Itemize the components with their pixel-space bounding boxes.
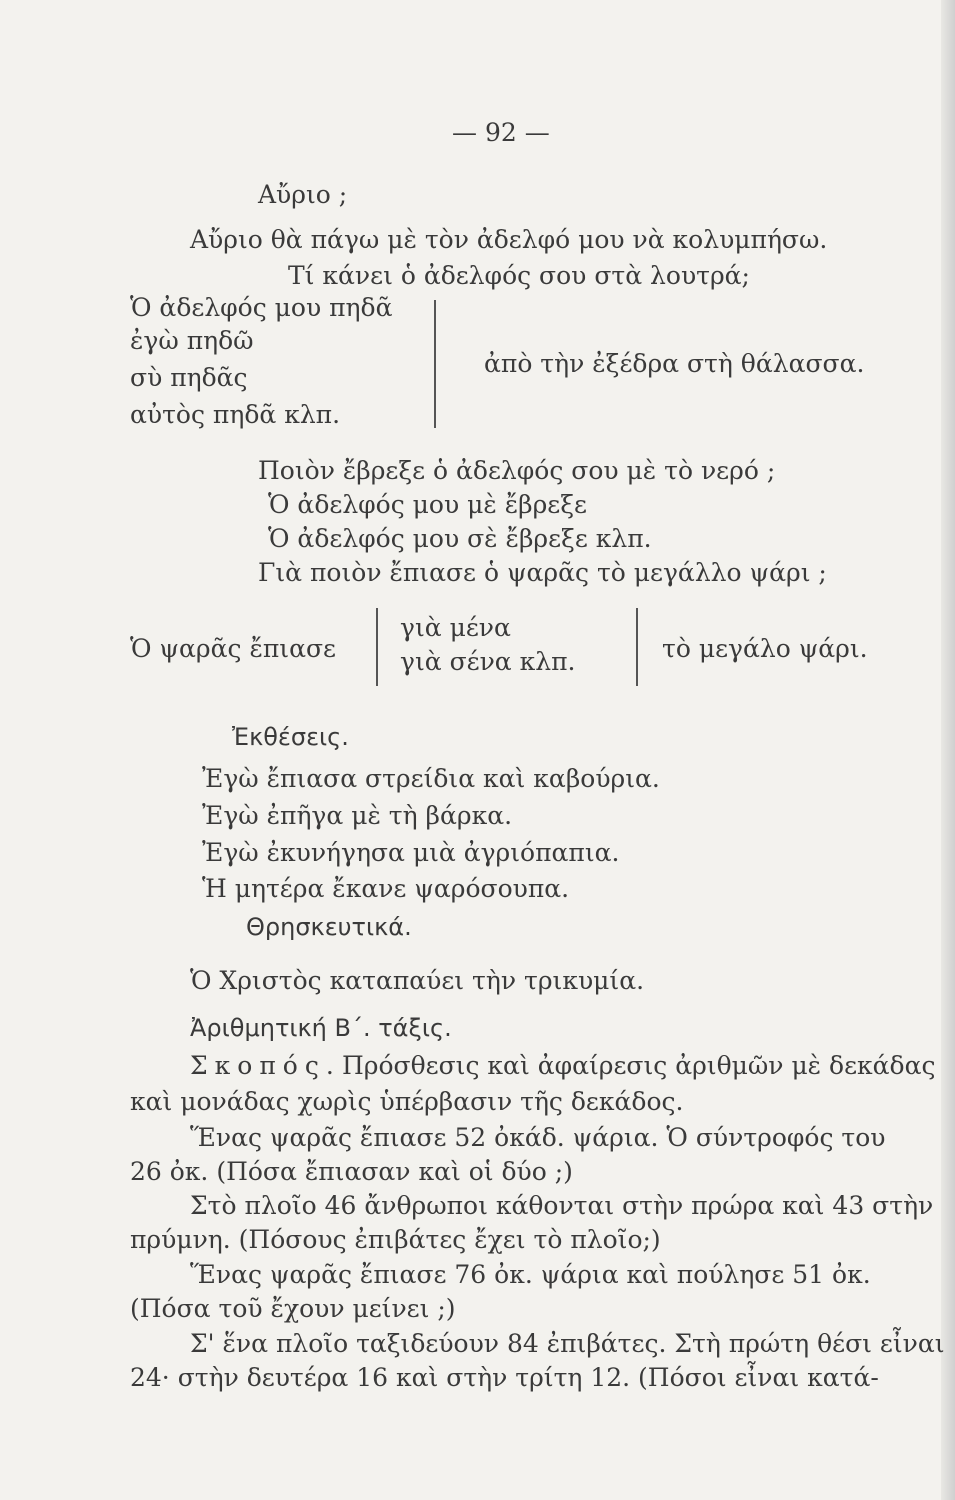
religious-item: Ὁ Χριστὸς καταπαύει τὴν τρικυμία. [190,966,645,995]
conjugation-subject: Ὁ ψαρᾶς ἔπιασε [130,634,336,663]
paragraph-line: 26 ὀκ. (Πόσα ἔπιασαν καὶ οἱ δύο ;) [130,1157,573,1186]
exposition-item: Ἐγὼ ἐπῆγα μὲ τὴ βάρκα. [202,801,513,830]
paragraph-line: καὶ μονάδας χωρὶς ὑπέρβασιν τῆς δεκάδος. [130,1087,684,1116]
conjugation-option: γιὰ μένα [400,613,511,642]
dialogue-line: Αὔριο θὰ πάγω μὲ τὸν ἀδελφό μου νὰ κολυμπήσω. [190,225,828,254]
text-line: Ὁ ἀδελφός μου σὲ ἔβρεξε κλπ. [268,524,652,553]
section-heading: Θρησκευτικά. [246,913,412,941]
text-line: Ὁ ἀδελφός μου μὲ ἔβρεξε [268,490,587,519]
page-number: — 92 — [452,118,550,147]
conjugation-row: αὐτὸς πηδᾶ κλπ. [130,400,341,429]
text-line: Γιὰ ποιὸν ἔπιασε ὁ ψαρᾶς τὸ μεγάλλο ψάρι ; [258,558,827,587]
brace [376,608,386,686]
page-edge [941,0,955,1500]
aim-label: Σκοπός. [190,1051,341,1080]
paragraph-line: Ἕνας ψαρᾶς ἔπιασε 52 ὀκάδ. ψάρια. Ὁ σύντροφός του [190,1123,886,1152]
paragraph-line: 24· στὴν δευτέρα 16 καὶ στὴν τρίτη 12. (Πόσοι εἶναι κατά- [130,1363,879,1392]
conjugation-result: ἀπὸ τὴν ἐξέδρα στὴ θάλασσα. [484,349,865,378]
exposition-item: Ἐγὼ ἐκυνήγησα μιὰ ἀγριόπαπια. [202,838,620,867]
paragraph-line: Πρόσθεσις καὶ ἀφαίρεσις ἀριθμῶν μὲ δεκάδας [342,1051,936,1080]
text-line: Ποιὸν ἔβρεξε ὁ ἀδελφός σου μὲ τὸ νερό ; [258,456,776,485]
paragraph-line: Ἕνας ψαρᾶς ἔπιασε 76 ὀκ. ψάρια καὶ πούλησε 51 ὀκ. [190,1260,871,1289]
paragraph-line: πρύμνη. (Πόσους ἐπιβάτες ἔχει τὸ πλοῖο;) [130,1225,661,1254]
paragraph-line: (Πόσα τοῦ ἔχουν μείνει ;) [130,1294,456,1323]
conjugation-result: τὸ μεγάλο ψάρι. [662,634,868,663]
conjugation-row: ἐγὼ πηδῶ [130,326,254,355]
brace [628,608,638,686]
conjugation-row: σὺ πηδᾶς [130,363,248,392]
paragraph-line: Σ' ἕνα πλοῖο ταξιδεύουν 84 ἐπιβάτες. Στὴ πρώτη θέσι εἶναι [190,1329,945,1358]
exposition-item: Ἐγὼ ἔπιασα στρείδια καὶ καβούρια. [202,764,660,793]
dialogue-line: Τί κάνει ὁ ἀδελφός σου στὰ λουτρά; [288,261,750,290]
dialogue-line: Αὔριο ; [258,180,348,209]
conjugation-option: γιὰ σένα κλπ. [400,647,576,676]
paragraph-line: Στὸ πλοῖο 46 ἄνθρωποι κάθονται στὴν πρώρα καὶ 43 στὴν [190,1191,934,1220]
section-heading: Ἀριθμητική Β΄. τάξις. [190,1014,452,1042]
brace [426,300,436,428]
exposition-item: Ἡ μητέρα ἔκανε ψαρόσουπα. [202,874,570,903]
conjugation-row: Ὁ ἀδελφός μου πηδᾶ [130,293,393,322]
section-heading: Ἐκθέσεις. [232,723,349,751]
